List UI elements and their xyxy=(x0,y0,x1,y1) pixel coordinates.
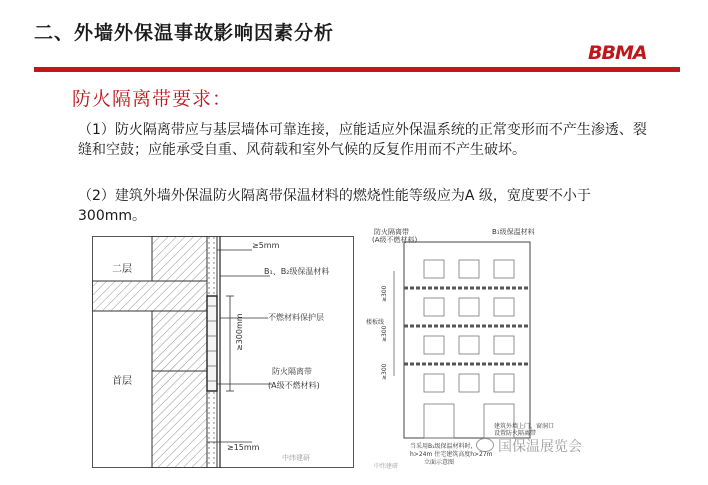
note-top-1: 建筑外墙上门、窗洞口 xyxy=(494,423,555,430)
dim-300-1: ≥300 xyxy=(381,285,388,302)
requirement-paragraph-2: （2）建筑外墙外保温防火隔离带保温材料的燃烧性能等级应为A 级，宽度要不小于300mm。 xyxy=(78,188,591,224)
note-bottom-2: h>24m 住宅建筑高度h>27m xyxy=(410,451,493,458)
label-barrier-top: 防火隔离带 xyxy=(374,228,409,236)
dim-bottom-label: ≥15mm xyxy=(227,443,260,452)
label-b1-material: B₁级保温材料 xyxy=(492,228,535,236)
requirement-paragraph-1: （1）防火隔离带应与基层墙体可靠连接，应能适应外保温系统的正常变形而不产生渗透、裂缝和空鼓；应能承受自重、风荷载和室外气候的反复作用而不产生破坏。 xyxy=(78,122,647,158)
floor-label-upper: 二层 xyxy=(112,264,132,275)
label-fire-barrier-material: (A级不燃材料) xyxy=(268,381,320,390)
bbma-logo: BBMA xyxy=(588,42,647,64)
note-bottom-1: 当采用B₁级保温材料时， xyxy=(410,443,477,450)
page-title: 二、外墙外保温事故影响因素分析 xyxy=(34,22,335,44)
label-b-insulation: B₁、B₂级保温材料 xyxy=(264,267,330,276)
figure-watermark-left: 中纬建研 xyxy=(282,454,310,462)
title-divider xyxy=(34,67,680,72)
label-barrier-top-material: (A级不燃材料) xyxy=(372,236,418,244)
label-protective-layer: 不燃材料保护层 xyxy=(268,313,324,322)
figure-watermark-right: 中纬建研 xyxy=(374,463,399,470)
exhibition-watermark xyxy=(476,436,582,456)
dim-height-label: ≥300mm xyxy=(235,313,244,351)
watermark-text: 国保温展览会 xyxy=(498,439,582,455)
section-detail-drawing xyxy=(92,236,354,468)
label-fire-barrier: 防火隔离带 xyxy=(272,367,312,376)
label-floor-slab: 楼板线 xyxy=(366,319,385,326)
floor-label-lower: 首层 xyxy=(112,376,132,387)
dim-300-2: ≥300 xyxy=(381,325,388,342)
dim-top-label: ≥5mm xyxy=(252,241,280,250)
wechat-icon xyxy=(476,438,494,452)
dim-300-3: ≥300 xyxy=(381,363,388,380)
note-bottom-3: 立面示意图 xyxy=(424,459,455,466)
note-top-2: 设置防火隔离带 xyxy=(494,430,537,437)
section-subtitle: 防火隔离带要求： xyxy=(72,88,233,110)
